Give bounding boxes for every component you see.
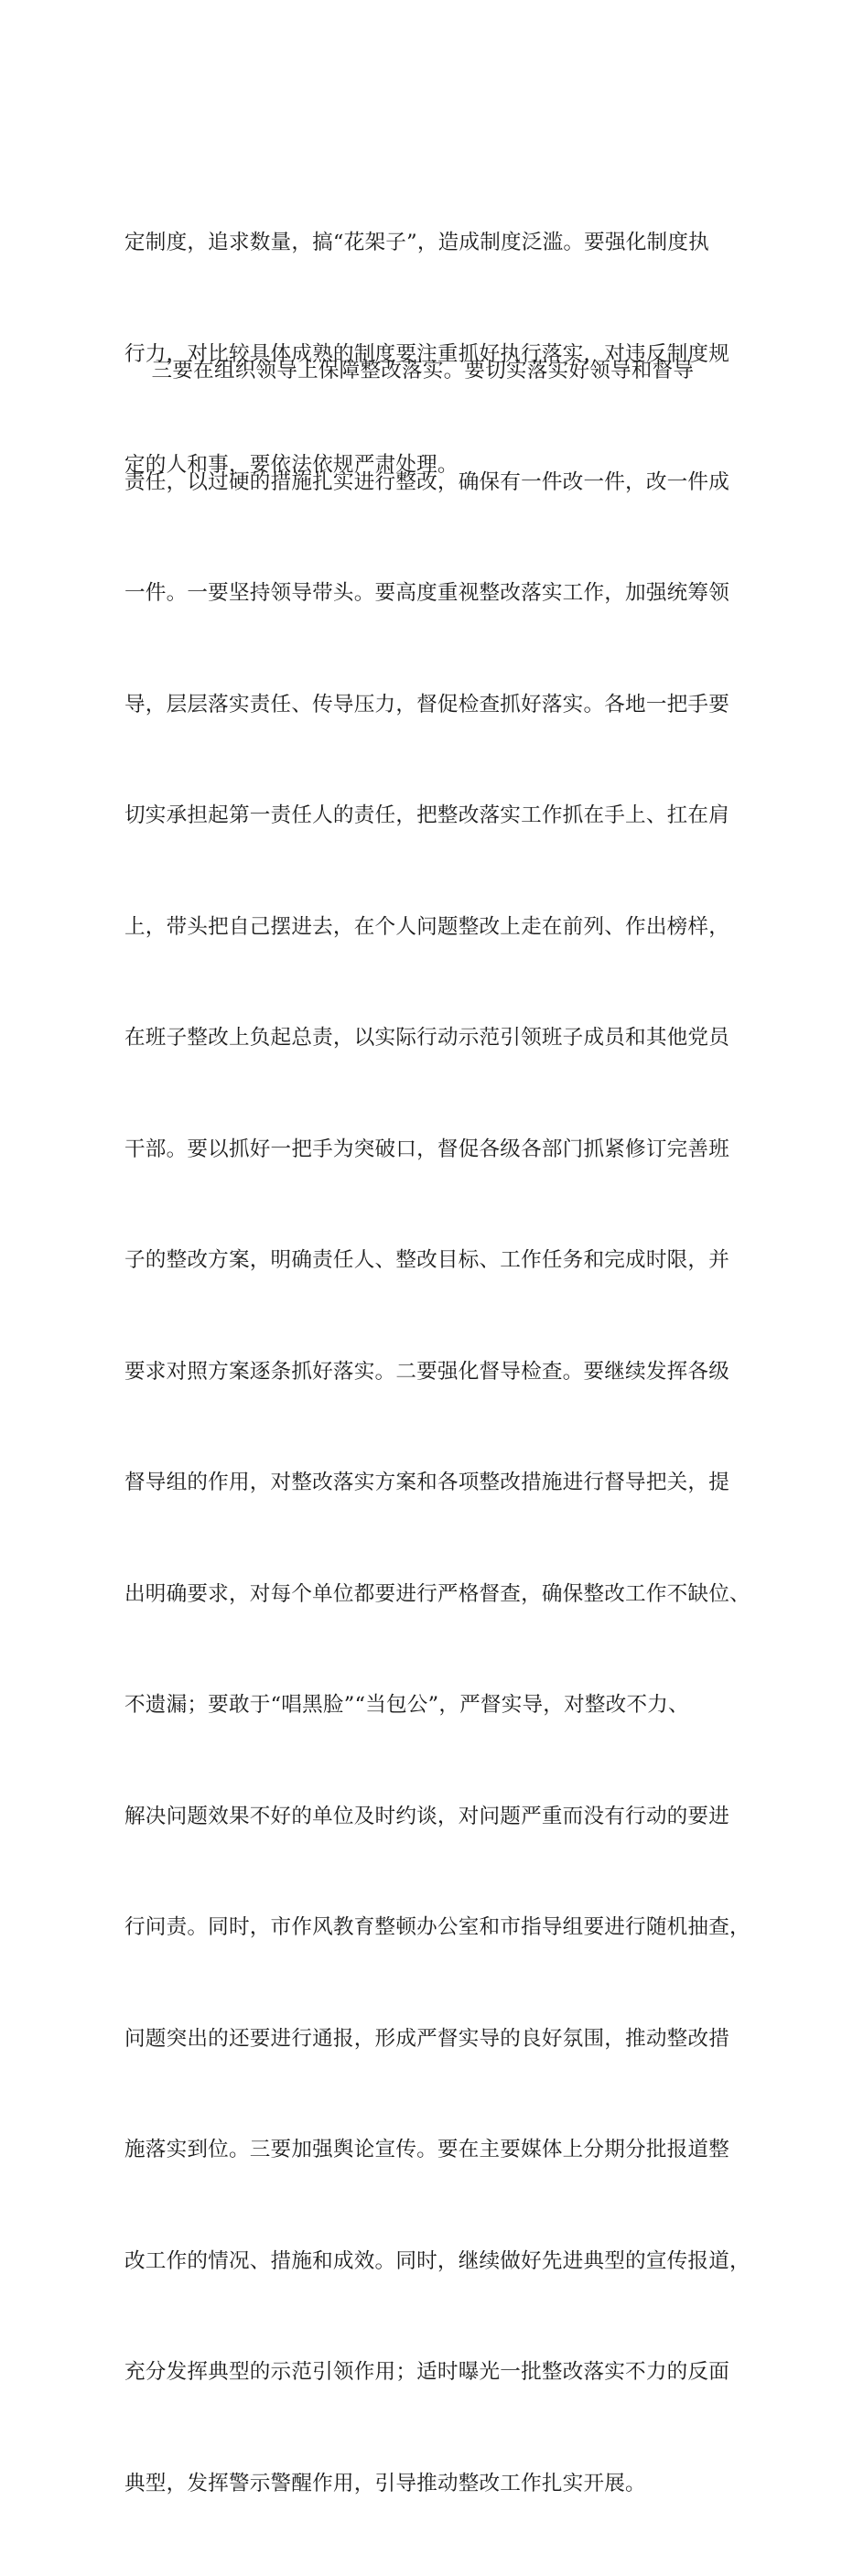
text-line: 定的人和事，要依法依规严肃处理。 bbox=[124, 453, 459, 477]
text-line: 行问责。同时，市作风教育整顿办公室和市指导组要进行随机抽查， bbox=[124, 1915, 750, 1939]
text-line: 要求对照方案逐条抓好落实。二要强化督导检查。要继续发挥各级 bbox=[124, 1359, 730, 1384]
text-line: 三要在组织领导上保障整改落实。要切实落实好领导和督导 bbox=[124, 359, 695, 383]
text-line: 解决问题效果不好的单位及时约谈，对问题严重而没有行动的要进 bbox=[124, 1804, 730, 1828]
text-line: 不遗漏；要敢于“唱黑脸”“当包公”，严督实导，对整改不力、 bbox=[124, 1693, 689, 1717]
paragraph-main bbox=[124, 278, 750, 2576]
text-line: 一件。一要坚持领导带头。要高度重视整改落实工作，加强统筹领 bbox=[124, 581, 730, 605]
text-line: 导，层层落实责任、传导压力，督促检查抓好落实。各地一把手要 bbox=[124, 692, 730, 717]
text-line: 责任，以过硬的措施扎实进行整改，确保有一件改一件，改一件成 bbox=[124, 469, 730, 494]
text-line: 干部。要以抓好一把手为突破口，督促各级各部门抓紧修订完善班 bbox=[124, 1137, 730, 1161]
text-line: 出明确要求，对每个单位都要进行严格督查，确保整改工作不缺位、 bbox=[124, 1581, 750, 1606]
text-line: 行力，对比较具体成熟的制度要注重抓好执行落实，对违反制度规 bbox=[124, 341, 730, 366]
text-line: 施落实到位。三要加强舆论宣传。要在主要媒体上分期分批报道整 bbox=[124, 2138, 730, 2161]
text-line: 典型，发挥警示警醒作用，引导推动整改工作扎实开展。 bbox=[124, 2471, 646, 2495]
text-line: 子的整改方案，明确责任人、整改目标、工作任务和完成时限，并 bbox=[124, 1248, 730, 1272]
text-line: 切实承担起第一责任人的责任，把整改落实工作抓在手上、扛在肩 bbox=[124, 803, 730, 827]
text-line: 上，带头把自己摆进去，在个人问题整改上走在前列、作出榜样， bbox=[124, 914, 730, 939]
text-line: 定制度，追求数量，搞“花架子”，造成制度泛滥。要强化制度执 bbox=[124, 231, 709, 254]
text-line: 改工作的情况、措施和成效。同时，继续做好先进典型的宣传报道， bbox=[124, 2248, 750, 2273]
text-line: 充分发挥典型的示范引领作用；适时曝光一批整改落实不力的反面 bbox=[124, 2360, 730, 2384]
text-line: 在班子整改上负起总责，以实际行动示范引领班子成员和其他党员 bbox=[124, 1026, 730, 1050]
text-line: 督导组的作用，对整改落实方案和各项整改措施进行督导把关，提 bbox=[124, 1471, 730, 1494]
text-line: 问题突出的还要进行通报，形成严督实导的良好氛围，推动整改措 bbox=[124, 2026, 730, 2051]
